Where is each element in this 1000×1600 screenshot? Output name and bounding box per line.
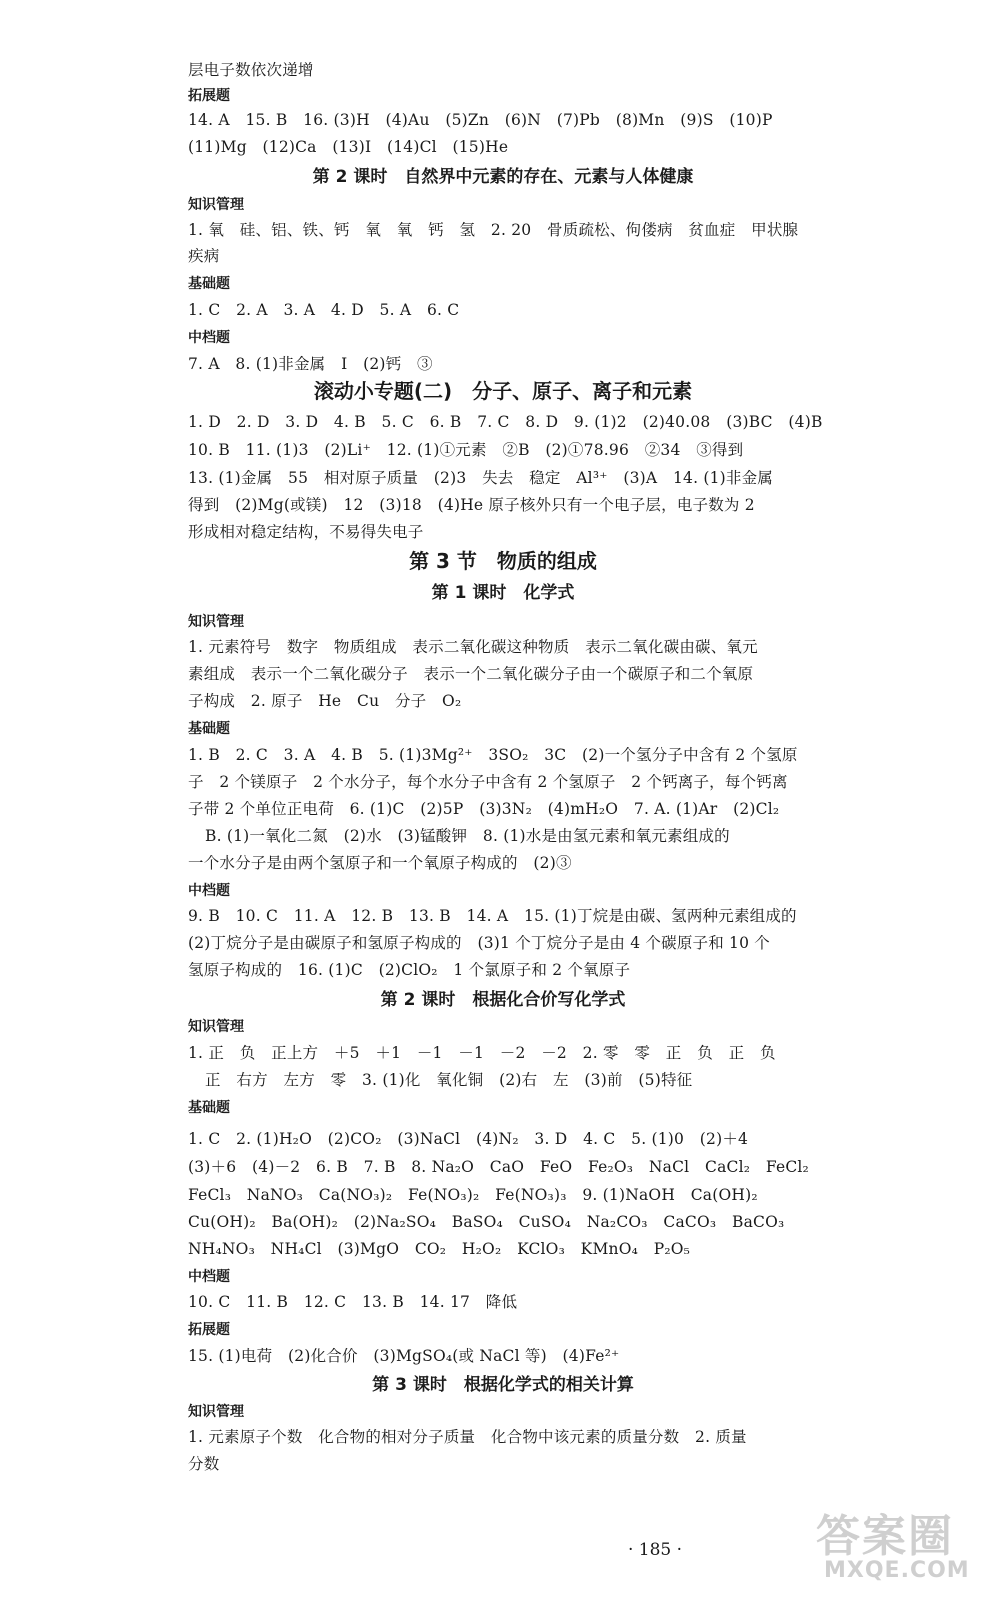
text-line: 素组成 表示一个二氧化碳分子 表示一个二氧化碳分子由一个碳原子和二个氧原 xyxy=(188,665,754,683)
lesson-heading: 第 1 课时 化学式 xyxy=(431,583,575,603)
lesson-heading: 第 3 课时 根据化学式的相关计算 xyxy=(372,1375,634,1395)
text-line: Cu(OH)₂ Ba(OH)₂ (2)Na₂SO₄ BaSO₄ CuSO₄ Na₂CO₃ CaCO₃ BaCO₃ xyxy=(188,1213,785,1231)
text-line: NH₄NO₃ NH₄Cl (3)MgO CO₂ H₂O₂ KClO₃ KMnO₄ P₂O₅ xyxy=(188,1240,691,1258)
watermark-text: 答案圈 xyxy=(816,1511,954,1562)
lesson-heading: 第 2 课时 自然界中元素的存在、元素与人体健康 xyxy=(312,167,694,187)
text-line: (3)＋6 (4)－2 6. B 7. B 8. Na₂O CaO FeO Fe₂O₃ NaCl CaCl₂ FeCl₂ xyxy=(188,1158,809,1176)
text-line: 分数 xyxy=(188,1455,220,1473)
text-line: 1. C 2. A 3. A 4. D 5. A 6. C xyxy=(188,301,460,319)
text-line: 正 右方 左方 零 3. (1)化 氧化铜 (2)右 左 (3)前 (5)特征 xyxy=(205,1071,693,1089)
text-line: 13. (1)金属 55 相对原子质量 (2)3 失去 稳定 Al³⁺ (3)A 14. (1)非金属 xyxy=(188,469,774,487)
text-line: FeCl₃ NaNO₃ Ca(NO₃)₂ Fe(NO₃)₂ Fe(NO₃)₃ 9. (1)NaOH Ca(OH)₂ xyxy=(188,1186,758,1204)
lesson-heading: 第 2 课时 根据化合价写化学式 xyxy=(380,990,626,1010)
section-label: 基础题 xyxy=(188,721,230,737)
text-line: (2)丁烷分子是由碳原子和氢原子构成的 (3)1 个丁烷分子是由 4 个碳原子和 10 个 xyxy=(188,934,770,952)
text-line: 9. B 10. C 11. A 12. B 13. B 14. A 15. (1)丁烷是由碳、氢两种元素组成的 xyxy=(188,907,797,925)
text-line: 疾病 xyxy=(188,247,220,265)
text-line: 子 2 个镁原子 2 个水分子，每个水分子中含有 2 个氢原子 2 个钙离子，每个钙离 xyxy=(188,773,788,791)
text-line: 子构成 2. 原子 He Cu 分子 O₂ xyxy=(188,692,462,710)
text-line: 得到 (2)Mg(或镁) 12 (3)18 (4)He 原子核外只有一个电子层，电子数为 2 xyxy=(188,496,755,514)
section-label: 知识管理 xyxy=(188,1404,244,1420)
text-line: 1. 氧 硅、铝、铁、钙 氧 氧 钙 氢 2. 20 骨质疏松、佝偻病 贫血症 甲状腺 xyxy=(188,221,799,239)
page-number: · 185 · xyxy=(627,1540,683,1560)
text-line: 7. A 8. (1)非金属 I (2)钙 ③ xyxy=(188,355,433,373)
text-line: 1. 元素原子个数 化合物的相对分子质量 化合物中该元素的质量分数 2. 质量 xyxy=(188,1428,747,1446)
section-label: 基础题 xyxy=(188,1100,230,1116)
section-heading: 第 3 节 物质的组成 xyxy=(409,549,597,573)
section-label: 中档题 xyxy=(188,1269,230,1285)
watermark-logo xyxy=(806,1500,986,1595)
text-line: 1. 正 负 正上方 ＋5 ＋1 －1 －1 －2 －2 2. 零 零 正 负 正 负 xyxy=(188,1044,776,1062)
section-label: 知识管理 xyxy=(188,614,244,630)
text-line: B. (1)一氧化二氮 (2)水 (3)锰酸钾 8. (1)水是由氢元素和氧元素组成的 xyxy=(205,827,730,845)
text-line: 10. B 11. (1)3 (2)Li⁺ 12. (1)①元素 ②B (2)①78.96 ②34 ③得到 xyxy=(188,441,744,459)
text-line: 1. C 2. (1)H₂O (2)CO₂ (3)NaCl (4)N₂ 3. D 4. C 5. (1)0 (2)＋4 xyxy=(188,1130,749,1148)
text-line: 10. C 11. B 12. C 13. B 14. 17 降低 xyxy=(188,1293,518,1311)
text-line: (11)Mg (12)Ca (13)I (14)Cl (15)He xyxy=(188,138,509,156)
section-label: 拓展题 xyxy=(188,1322,230,1338)
text-line: 氢原子构成的 16. (1)C (2)ClO₂ 1 个氯原子和 2 个氧原子 xyxy=(188,961,631,979)
section-label: 中档题 xyxy=(188,883,230,899)
text-line: 层电子数依次递增 xyxy=(188,61,314,79)
text-line: 子带 2 个单位正电荷 6. (1)C (2)5P (3)3N₂ (4)mH₂O 7. A. (1)Ar (2)Cl₂ xyxy=(188,800,780,818)
section-label: 拓展题 xyxy=(188,88,230,104)
text-line: 1. D 2. D 3. D 4. B 5. C 6. B 7. C 8. D 9. (1)2 (2)40.08 (3)BC (4)B xyxy=(188,413,823,431)
section-label: 知识管理 xyxy=(188,1019,244,1035)
section-label: 知识管理 xyxy=(188,197,244,213)
text-line: 1. 元素符号 数字 物质组成 表示二氧化碳这种物质 表示二氧化碳由碳、氧元 xyxy=(188,638,758,656)
section-label: 中档题 xyxy=(188,330,230,346)
text-line: 1. B 2. C 3. A 4. B 5. (1)3Mg²⁺ 3SO₂ 3C (2)一个氢分子中含有 2 个氢原 xyxy=(188,746,798,764)
section-label: 基础题 xyxy=(188,276,230,292)
text-line: 14. A 15. B 16. (3)H (4)Au (5)Zn (6)N (7)Pb (8)Mn (9)S (10)P xyxy=(188,111,773,129)
topic-heading: 滚动小专题(二) 分子、原子、离子和元素 xyxy=(313,379,693,403)
text-line: 形成相对稳定结构，不易得失电子 xyxy=(188,523,424,541)
text-line: 一个水分子是由两个氢原子和一个氧原子构成的 (2)③ xyxy=(188,854,572,872)
watermark-url: MXQE.COM xyxy=(824,1558,970,1583)
text-line: 15. (1)电荷 (2)化合价 (3)MgSO₄(或 NaCl 等) (4)Fe²⁺ xyxy=(188,1347,620,1365)
